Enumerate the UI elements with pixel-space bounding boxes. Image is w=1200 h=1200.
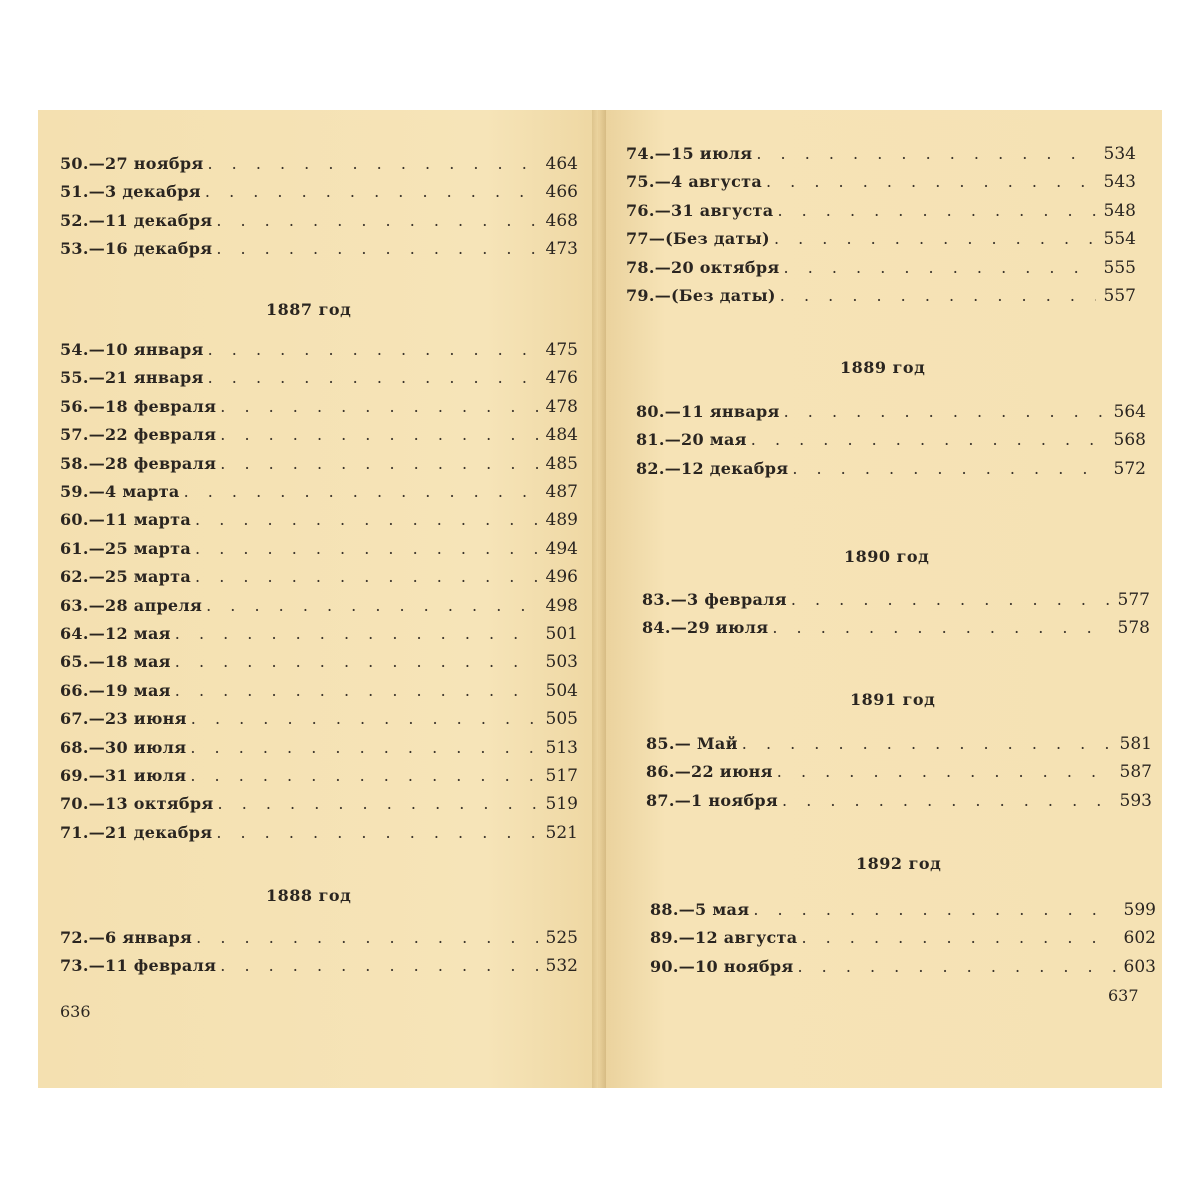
toc-entry-page-number: 513 — [545, 737, 578, 758]
toc-entry-label: 65.—18 мая — [60, 652, 171, 672]
toc-entry-page-number: 519 — [545, 794, 578, 815]
toc-entry-label: 55.—21 января — [60, 368, 204, 388]
toc-entry-page-number: 568 — [1113, 430, 1146, 451]
year-heading-1887: 1887 год — [266, 300, 352, 319]
page-number-right: 637 — [1108, 986, 1139, 1005]
dot-leader — [201, 182, 538, 201]
toc-entry-page-number: 485 — [545, 453, 578, 474]
dot-leader — [202, 596, 538, 615]
toc-entry-label: 66.—19 мая — [60, 680, 171, 700]
toc-entry-label: 60.—11 марта — [60, 510, 192, 530]
dot-leader — [187, 709, 538, 728]
toc-entry — [626, 144, 1136, 170]
dot-leader — [214, 794, 538, 813]
toc-entry-page-number: 525 — [545, 928, 578, 948]
toc-entry-label: 73.—11 февраля — [60, 956, 217, 976]
toc-entry — [60, 823, 578, 849]
toc-entry — [636, 459, 1146, 485]
toc-entry-page-number: 564 — [1113, 402, 1146, 422]
toc-entry — [646, 762, 1152, 788]
toc-entry-label: 81.—20 мая — [636, 430, 747, 450]
toc-entry — [60, 928, 578, 954]
dot-leader — [752, 144, 1096, 163]
toc-entry-label: 54.—10 января — [60, 340, 204, 359]
toc-entry-label: 87.—1 ноября — [646, 790, 779, 810]
toc-entry — [60, 182, 578, 208]
toc-entry — [626, 229, 1136, 255]
toc-entry — [646, 734, 1152, 760]
toc-entry-page-number: 494 — [545, 538, 578, 559]
toc-entry-label: 63.—28 апреля — [60, 595, 203, 615]
toc-entry-label: 77—(Без даты) — [626, 229, 770, 249]
year-heading-1892: 1892 год — [856, 854, 942, 873]
dot-leader — [204, 340, 538, 359]
year-heading-1890: 1890 год — [844, 547, 930, 566]
toc-entry — [60, 482, 578, 508]
toc-entry — [626, 172, 1136, 198]
toc-entry-page-number: 501 — [545, 624, 578, 644]
toc-entry-label: 89.—12 августа — [650, 928, 798, 948]
toc-entry-page-number: 602 — [1123, 928, 1156, 949]
dot-leader — [768, 618, 1110, 637]
toc-entry-page-number: 498 — [545, 595, 578, 616]
toc-entry-label: 75.—4 августа — [626, 172, 762, 192]
toc-entry-label: 79.—(Без даты) — [626, 286, 776, 305]
dot-leader — [797, 928, 1116, 947]
dot-leader — [788, 459, 1106, 478]
year-heading-1889: 1889 год — [840, 358, 926, 377]
dot-leader — [747, 430, 1106, 449]
toc-entry-page-number: 587 — [1119, 762, 1152, 783]
toc-entry-page-number: 532 — [545, 956, 578, 977]
toc-entry-page-number: 503 — [545, 652, 578, 673]
toc-entry-label: 53.—16 декабря — [60, 239, 213, 259]
dot-leader — [776, 286, 1096, 305]
toc-entry — [650, 928, 1156, 954]
right-page — [598, 110, 1162, 1088]
year-heading-1888: 1888 год — [266, 886, 352, 905]
dot-leader — [212, 823, 538, 842]
toc-entry — [60, 539, 578, 565]
dot-leader — [749, 900, 1116, 919]
dot-leader — [778, 791, 1112, 810]
toc-entry-label: 83.—3 февраля — [642, 590, 787, 609]
toc-entry — [60, 709, 578, 735]
toc-entry — [60, 681, 578, 707]
toc-entry — [636, 402, 1146, 428]
toc-entry — [642, 590, 1150, 616]
toc-entry-label: 74.—15 июля — [626, 144, 753, 163]
dot-leader — [216, 425, 538, 444]
toc-entry-page-number: 517 — [545, 766, 578, 786]
toc-entry — [60, 766, 578, 792]
dot-leader — [780, 402, 1106, 421]
toc-entry-page-number: 599 — [1123, 900, 1156, 920]
toc-entry-page-number: 603 — [1123, 956, 1156, 977]
toc-entry-label: 68.—30 июля — [60, 737, 187, 757]
toc-entry-label: 85.— Май — [646, 734, 738, 753]
toc-entry — [650, 957, 1156, 983]
toc-entry — [60, 652, 578, 678]
toc-entry-page-number: 572 — [1113, 458, 1146, 479]
toc-entry-label: 59.—4 марта — [60, 482, 180, 501]
dot-leader — [212, 239, 538, 258]
toc-entry-page-number: 521 — [545, 822, 578, 843]
toc-entry-page-number: 464 — [545, 154, 578, 174]
toc-entry-label: 90.—10 ноября — [650, 956, 794, 976]
toc-entry-label: 86.—22 июня — [646, 762, 773, 782]
toc-entry-label: 67.—23 июня — [60, 709, 187, 729]
dot-leader — [212, 211, 538, 230]
dot-leader — [762, 172, 1096, 191]
toc-entry — [60, 154, 578, 180]
toc-entry-label: 72.—6 января — [60, 928, 193, 947]
toc-entry-label: 62.—25 марта — [60, 567, 192, 587]
toc-entry-page-number: 581 — [1119, 734, 1152, 754]
toc-entry-page-number: 577 — [1117, 590, 1150, 610]
toc-entry-label: 70.—13 октября — [60, 794, 214, 814]
dot-leader — [787, 590, 1110, 609]
toc-entry-label: 76.—31 августа — [626, 200, 774, 220]
year-heading-1891: 1891 год — [850, 690, 936, 709]
toc-entry-label: 57.—22 февраля — [60, 425, 217, 445]
page-number-left: 636 — [60, 1002, 91, 1021]
dot-leader — [216, 397, 538, 416]
toc-entry-label: 69.—31 июля — [60, 766, 187, 785]
toc-entry-label: 64.—12 мая — [60, 624, 171, 643]
dot-leader — [780, 258, 1096, 277]
toc-entry-label: 58.—28 февраля — [60, 453, 217, 473]
toc-entry-page-number: 554 — [1103, 229, 1136, 250]
toc-entry-label: 84.—29 июля — [642, 618, 769, 638]
toc-entry-label: 56.—18 февраля — [60, 396, 217, 416]
dot-leader — [738, 734, 1112, 753]
toc-entry — [626, 258, 1136, 284]
toc-entry — [60, 454, 578, 480]
toc-entry — [60, 956, 578, 982]
dot-leader — [216, 956, 538, 975]
toc-entry-label: 50.—27 ноября — [60, 154, 204, 173]
toc-entry-page-number: 487 — [545, 482, 578, 502]
toc-entry — [60, 340, 578, 366]
toc-entry-page-number: 496 — [545, 567, 578, 588]
toc-entry-label: 88.—5 мая — [650, 900, 750, 919]
toc-entry-label: 51.—3 декабря — [60, 182, 201, 202]
toc-entry — [60, 368, 578, 394]
dot-leader — [171, 681, 538, 700]
toc-entry — [636, 430, 1146, 456]
dot-leader — [191, 539, 538, 558]
dot-leader — [171, 652, 538, 671]
toc-entry — [60, 510, 578, 536]
toc-entry-page-number: 478 — [545, 396, 578, 417]
dot-leader — [773, 201, 1096, 220]
toc-entry — [60, 794, 578, 820]
toc-entry-label: 61.—25 марта — [60, 538, 192, 558]
toc-entry — [626, 201, 1136, 227]
toc-entry — [626, 286, 1136, 312]
toc-entry — [642, 618, 1150, 644]
toc-entry — [60, 624, 578, 650]
dot-leader — [186, 766, 538, 785]
toc-entry-page-number: 476 — [545, 368, 578, 389]
toc-entry-page-number: 473 — [545, 239, 578, 260]
dot-leader — [171, 624, 538, 643]
toc-entry-page-number: 543 — [1103, 172, 1136, 193]
toc-entry-page-number: 593 — [1119, 790, 1152, 811]
dot-leader — [793, 957, 1116, 976]
dot-leader — [180, 482, 538, 501]
toc-entry — [60, 211, 578, 237]
dot-leader — [204, 368, 538, 387]
dot-leader — [203, 154, 538, 173]
dot-leader — [191, 510, 538, 529]
toc-entry-label: 52.—11 декабря — [60, 210, 213, 230]
dot-leader — [216, 454, 538, 473]
toc-entry-page-number: 466 — [545, 182, 578, 203]
toc-entry-page-number: 468 — [545, 210, 578, 231]
toc-entry-page-number: 555 — [1103, 257, 1136, 278]
toc-entry — [650, 900, 1156, 926]
left-page — [38, 110, 598, 1088]
toc-entry — [60, 596, 578, 622]
book-gutter — [592, 110, 606, 1088]
toc-entry-label: 71.—21 декабря — [60, 822, 213, 842]
toc-entry-page-number: 505 — [545, 709, 578, 730]
toc-entry-page-number: 489 — [545, 510, 578, 531]
toc-entry — [60, 425, 578, 451]
toc-entry — [60, 239, 578, 265]
toc-entry-label: 82.—12 декабря — [636, 458, 789, 478]
book-spread — [38, 110, 1162, 1088]
dot-leader — [773, 762, 1112, 781]
dot-leader — [770, 229, 1096, 248]
toc-entry-label: 80.—11 января — [636, 402, 780, 421]
toc-entry-label: 78.—20 октября — [626, 257, 780, 277]
toc-entry — [60, 567, 578, 593]
toc-entry — [646, 791, 1152, 817]
toc-entry-page-number: 548 — [1103, 200, 1136, 221]
toc-entry — [60, 397, 578, 423]
toc-entry-page-number: 475 — [545, 340, 578, 360]
toc-entry-page-number: 557 — [1103, 286, 1136, 306]
toc-entry-page-number: 484 — [545, 425, 578, 446]
dot-leader — [186, 738, 538, 757]
toc-entry-page-number: 504 — [545, 680, 578, 701]
dot-leader — [191, 567, 538, 586]
dot-leader — [192, 928, 538, 947]
toc-entry-page-number: 578 — [1117, 618, 1150, 639]
toc-entry — [60, 738, 578, 764]
toc-entry-page-number: 534 — [1103, 144, 1136, 164]
